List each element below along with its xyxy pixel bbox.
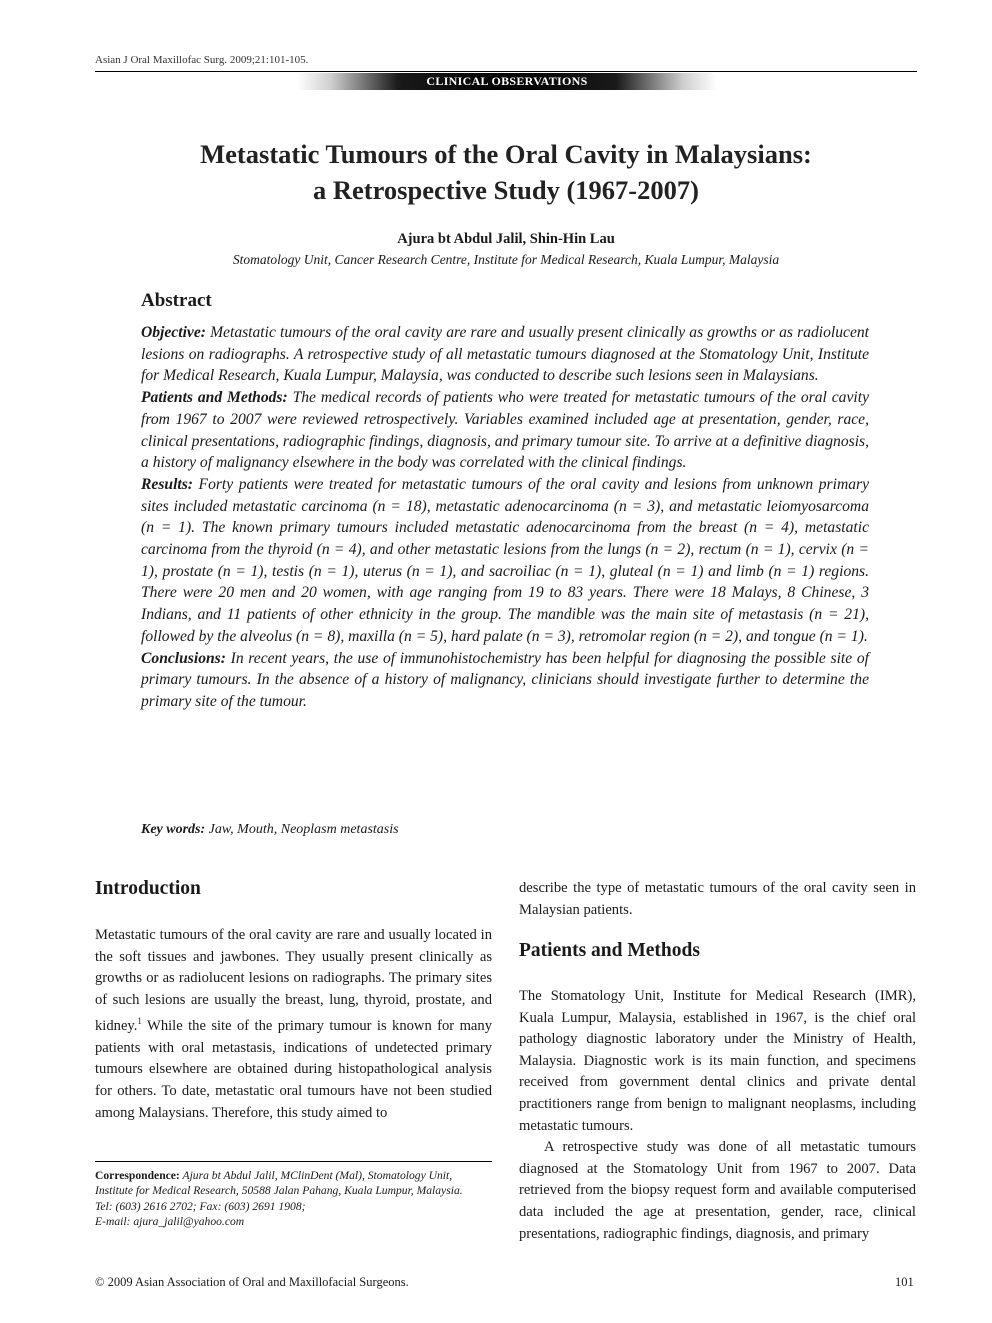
keywords-text: Jaw, Mouth, Neoplasm metastasis [205, 822, 399, 837]
section-banner: CLINICAL OBSERVATIONS [297, 73, 717, 90]
title-line-1: Metastatic Tumours of the Oral Cavity in Malaysians: [200, 139, 812, 169]
introduction-body [95, 925, 492, 1124]
abstract-results [141, 474, 869, 648]
abstract-objective [141, 322, 869, 387]
correspondence-email: E-mail: ajura_jalil@yahoo.com [95, 1215, 245, 1229]
copyright: © 2009 Asian Association of Oral and Maxillofacial Surgeons. [95, 1275, 409, 1289]
intro-text-b: While the site of the primary tumour is known for many patients with oral metastasis, indications of undetected primary tumours elsewhere are obtained during histopathological analysis for others. To date, metastatic oral tumours have not been studied among Malaysians. Therefore, this study aimed to [95, 1018, 492, 1121]
correspondence-label: Correspondence: [95, 1169, 180, 1182]
conclusions-text: In recent years, the use of immunohistochemistry has been helpful for diagnosing the possible site of primary tumours. In the absence of a history of malignancy, clinicians should investigate further to determine the primary site of the tumour. [141, 649, 869, 710]
introduction-paragraph [95, 925, 492, 1124]
objective-text: Metastatic tumours of the oral cavity are rare and usually present clinically as growths or as radiolucent lesions on radiographs. A retrospective study of all metastatic tumours diagnosed at the Stomatology Unit, Institute for Medical Research, Kuala Lumpur, Malaysia, was conducted to describe such lesions seen in Malaysians. [141, 324, 869, 385]
authors: Ajura bt Abdul Jalil, Shin-Hin Lau [397, 231, 615, 247]
correspondence-text: Ajura bt Abdul Jalil, MClinDent (Mal), Stomatology Unit, Institute for Medical Research, 50588 Jalan Pahang, Kuala Lumpur, Malaysia. [95, 1169, 463, 1198]
methods-paragraph-1: The Stomatology Unit, Institute for Medical Research (IMR), Kuala Lumpur, Malaysia, established in 1967, is the chief oral pathology diagnostic laboratory under the Ministry of Health, Malaysia. Diagnostic work is its main function, and specimens received from government dental clinics and private dental practitioners range from benign to malignant neoplasms, including metastatic tumours. [519, 988, 916, 1134]
abstract-body [141, 322, 869, 713]
affiliation: Stomatology Unit, Cancer Research Centre, Institute for Medical Research, Kuala Lumpur, Malaysia [232, 252, 780, 267]
results-text: Forty patients were treated for metastatic tumours of the oral cavity and lesions from unknown primary sites included metastatic carcinoma (n = 18), metastatic adenocarcinoma (n = 3), and metastatic leiomyosarcoma (n = 1). The known primary tumours included metastatic adenocarcinoma from the breast (n = 4), metastatic carcinoma from the thyroid (n = 4), and other metastatic lesions from the lungs (n = 2), rectum (n = 1), cervix (n = 1), prostate (n = 1), testis (n = 1), uterus (n = 1), and sacroiliac (n = 1), gluteal (n = 1) and limb (n = 1) regions. There were 20 men and 20 women, with age ranging from 19 to 83 years. There were 18 Malays, 8 Chinese, 3 Indians, and 11 patients of other ethnicity in the group. The mandible was the main site of metastasis (n = 21), followed by the alveolus (n = 8), maxilla (n = 5), hard palate (n = 3), retromolar region (n = 2), and tongue (n = 1). [141, 475, 869, 645]
correspondence-phone: Tel: (603) 2616 2702; Fax: (603) 2691 1908; [95, 1199, 306, 1213]
methods-text: The medical records of patients who were treated for metastatic tumours of the oral cavity from 1967 to 2007 were reviewed retrospectively. Variables examined included age at presentation, gender, race, clinical presentations, radiographic findings, diagnosis, and primary tumour site. To arrive at a definitive diagnosis, a history of malignancy elsewhere in the body was correlated with the clinical findings. [141, 389, 869, 472]
title-line-2: a Retrospective Study (1967-2007) [313, 175, 699, 205]
abstract-heading: Abstract [141, 290, 212, 311]
header-rule [95, 71, 917, 72]
methods-body [519, 986, 916, 1245]
article-title [95, 136, 917, 208]
page-number: 101 [895, 1275, 914, 1289]
objective-label: Objective: [141, 324, 206, 341]
abstract-methods [141, 387, 869, 474]
methods-heading: Patients and Methods [519, 940, 700, 961]
correspondence-address [95, 1168, 492, 1199]
conclusions-label: Conclusions: [141, 649, 226, 667]
reference-1: 1 [137, 1016, 142, 1027]
introduction-continued [519, 878, 916, 921]
abstract-conclusions [141, 648, 869, 713]
correspondence-rule [95, 1161, 492, 1162]
methods-paragraph-2: A retrospective study was done of all metastatic tumours diagnosed at the Stomatology Unit from 1967 to 2007. Data retrieved from the biopsy request form and available computerised data included the age at presentation, gender, race, clinical presentations, radiographic findings, diagnosis, and primary [519, 1139, 916, 1242]
keywords-label: Key words: [141, 822, 206, 837]
results-label: Results: [141, 475, 193, 493]
intro-continued-paragraph: describe the type of metastatic tumours of the oral cavity seen in Malaysian patients. [519, 880, 916, 918]
introduction-heading: Introduction [95, 878, 201, 899]
correspondence [95, 1168, 492, 1230]
intro-text-a: Metastatic tumours of the oral cavity are rare and usually located in the soft tissues and jawbones. They usually present clinically as growths or as radiolucent lesions on radiographs. The primary sites of such lesions are usually the breast, lung, thyroid, prostate, and kidney. [95, 927, 492, 1035]
methods-label: Patients and Methods: [141, 389, 288, 407]
keywords [141, 822, 399, 838]
journal-reference: Asian J Oral Maxillofac Surg. 2009;21:101-105. [95, 54, 309, 66]
